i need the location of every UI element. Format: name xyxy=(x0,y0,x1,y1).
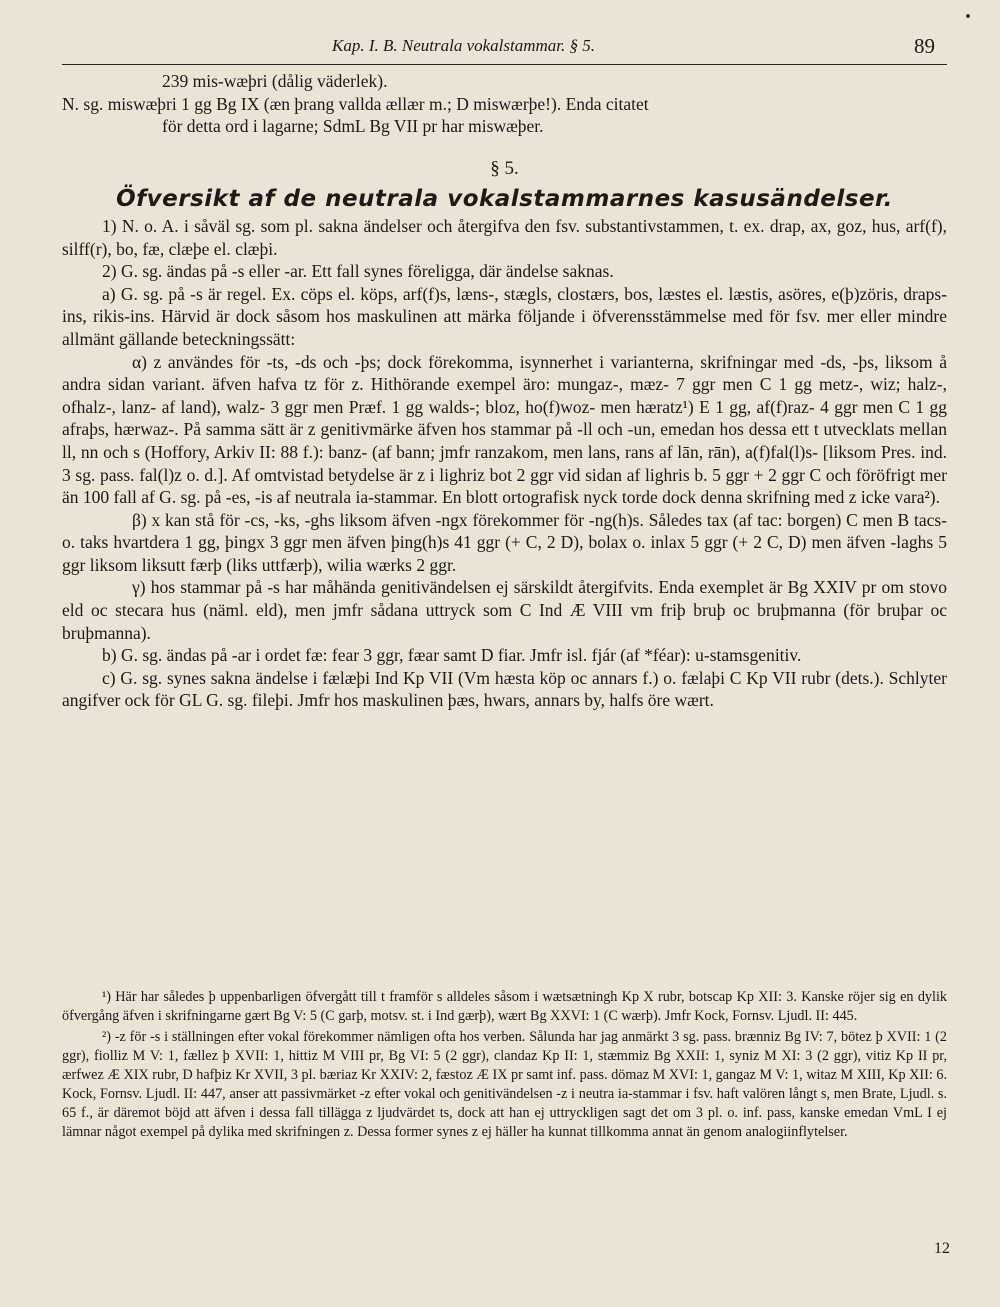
footnote: ¹) Här har således þ uppenbarligen öfvergått till t framför s alldeles såsom i wætsætningh Kp X rubr, botscap Kp XII: 3. Kanske röjer sig en dylik öfvergång äfven i skrifningarne gært Bg V: 5 (C garþ, motsv. st. i Ind gærþ), wært Bg XXVI: 1 (C wærþ). Jmfr Kock, Fornsv. Ljudl. II: 445. xyxy=(62,989,947,1024)
entry-headword: 239 mis-wæþri (dålig väderlek). xyxy=(162,71,388,91)
running-title: Kap. I. B. Neutrala vokalstammar. § 5. xyxy=(332,36,596,55)
section-heading: Öfversikt af de neutrala vokalstammarnes kasusändelser. xyxy=(116,186,893,213)
entry-line: för detta ord i lagarne; SdmL Bg VII pr har miswæþer. xyxy=(162,116,544,137)
running-header xyxy=(62,34,947,65)
signature-mark: 12 xyxy=(934,1240,950,1257)
paragraph: β) x kan stå för -cs, -ks, -ghs liksom äfven -ngx förekommer för -ng(h)s. Således tax (af tac: borgen) C men B tacs- o. taks hvartdera 1 gg, þingx 3 ggr men äfven þing(h)s 41 ggr (+ C, 2 D), bolax o. inlax 5 ggr (+ 2 C, D) men äfven -laghs 5 ggr liksom liksutt færþ (liks uttfærþ), wilia wærks 2 ggr. xyxy=(62,509,947,575)
footnote: ²) -z för -s i ställningen efter vokal förekommer nämligen ofta hos verben. Sålunda har jag anmärkt 3 sg. pass. brænniz Bg IV: 7, bötez þ XVII: 1 (2 ggr), fiolliz M V: 1, fællez þ XVII: 1, hittiz M VIII pr, Bg VI: 5 (2 ggr), clandaz Kp II: 1, stæmmiz Bg XXII: 1, syniz M XI: 3 (2 ggr), vitiz Kp II pr, ærfwez Æ XIX rubr, D hafþiz Kr XVII, 3 pl. bæriaz Kr XXIV: 2, fæstoz Æ IX pr samt inf. pass. dömaz M XVI: 1, gangaz M V: 1, witaz M XIII, Kp XII: 6. Kock, Fornsv. Ljudl. II: 447, anser att passivmärket -z efter vokal och genitivändelsen -z i neutra ia-stammar i fsv. haft valören långt s, men Brate, Ljudl. s. 65 f., är däremot böjd att äfven i dessa fall tillägga z ljudvärdet ts, dock att han ej uttryckligen sagt det om 3 pl. o. inf. pass, kanske emedan VmL I ej lämnar något exempel på dylika med skrifningen z. Dessa former synes z ej häller ha kunnat tillkomma annat än genom analogiinflytelser. xyxy=(62,1029,947,1140)
paragraph: b) G. sg. ändas på -ar i ordet fæ: fear 3 ggr, fæar samt D fiar. Jmfr isl. fjár (af *féar): u-stamsgenitiv. xyxy=(102,645,802,666)
ink-speck xyxy=(966,14,970,18)
paragraph: γ) hos stammar på -s har måhända genitivändelsen ej särskildt återgifvits. Enda exemplet är Bg XXIV pr om stovo eld oc stecara hus (näml. eld), men jmfr sådana uttryck som C Ind Æ VIII vm friþ bruþ oc bruþmanna (för bruþar oc bruþmanna). xyxy=(62,577,947,643)
paragraph: 1) N. o. A. i såväl sg. som pl. sakna ändelser och återgifva den fsv. substantivstammen, t. ex. drap, ax, goz, hus, arf(f), silff(r), bo, fæ, clæþe el. clæþi. xyxy=(62,215,947,259)
paragraph: c) G. sg. synes sakna ändelse i fælæþi Ind Kp VII (Vm hæsta köp oc annars f.) o. fælaþi C Kp VII rubr (dets.). Schlyter angifver ock för GL G. sg. fileþi. Jmfr hos maskulinen þæs, hwars, annars by, halfs öre wært. xyxy=(62,667,947,711)
paragraph: α) z användes för -ts, -ds och -þs; dock förekomma, isynnerhet i varianterna, skrifningar med -ds, -þs, liksom å andra sidan variant. äfven hafva tz för z. Hithörande exempel äro: mungaz-, mæz- 7 ggr men C 1 gg metz-, wiz; halz-, ofhalz-, lanz- af land), walz- 3 ggr men Præf. 1 gg walds-; bloz, ho(f)woz- men hæratz¹) E 1 gg, af(f)raz- 4 ggr men C 1 gg afraþs, hærwaz-. På samma sätt är z genitivmärke äfven hos stammar på -ll och -un, emedan hos dessa ett t utvecklats mellan ll, nn och s (Hoffory, Arkiv II: 88 f.): banz- (af bann; jmfr ranzakom, men lans, rans af lān, rān), a(f)fal(l)s- [liksom Pres. ind. 3 sg. pass. fal(l)z o. d.]. Af omtvistad betydelse är z i lighriz bot 2 ggr vid sidan af lighris b. 5 ggr + 2 ggr C och föröfrigt mer än 100 fall af G. sg. på -es, -is af neutrala ia-stammar. En blott ortografisk nyck torde dock denna skrifning med z icke vara²). xyxy=(62,351,947,508)
paragraph: a) G. sg. på -s är regel. Ex. cöps el. köps, arf(f)s, læns-, stægls, clostærs, bos, læstes el. læstis, asöres, e(þ)zöris, draps-ins, rikis-ins. Härvid är dock såsom hos maskulinen att märka följande i öfverensstämmelse med för fsv. mer eller mindre allmänt gällande beteckningssätt: xyxy=(62,283,947,349)
page-number: 89 xyxy=(914,34,935,58)
main-text xyxy=(62,70,947,712)
paragraph: 2) G. sg. ändas på -s eller -ar. Ett fall synes föreligga, där ändelse saknas. xyxy=(102,261,614,282)
section-number: § 5. xyxy=(490,157,519,179)
entry-line: N. sg. miswæþri 1 gg Bg IX (æn þrang vallda ællær m.; D miswærþe!). Enda citatet xyxy=(62,93,649,114)
footnotes xyxy=(62,988,947,1144)
